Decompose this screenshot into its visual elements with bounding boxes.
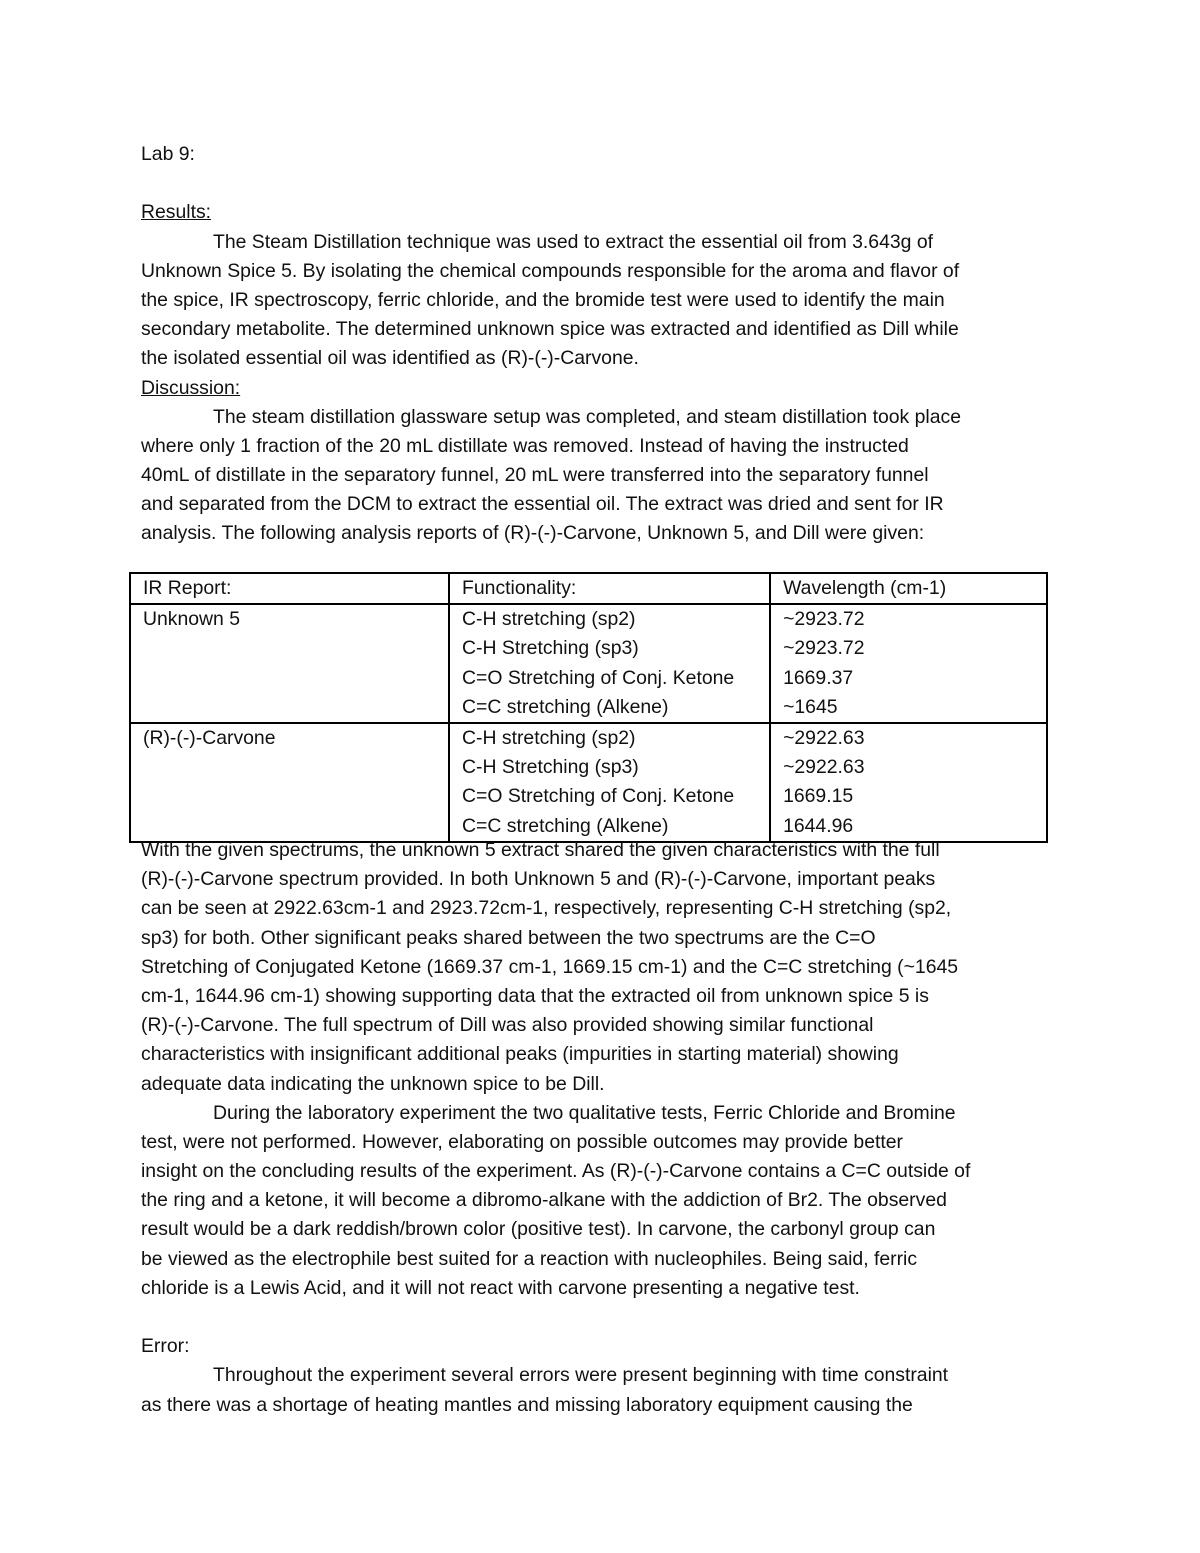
sample-name: Unknown 5 [130,604,449,723]
paragraph-line: (R)-(-)-Carvone spectrum provided. In both Unknown 5 and (R)-(-)-Carvone, important peaks [141,868,936,891]
paragraph-line: insight on the concluding results of the experiment. As (R)-(-)-Carvone contains a C=C outside of [141,1160,971,1183]
paragraph-line: 40mL of distillate in the separatory funnel, 20 mL were transferred into the separatory funnel [141,464,929,487]
ir-report-table [129,572,1048,843]
results-heading: Results: [141,201,212,224]
header-wavelength: Wavelength (cm-1) [770,573,1047,604]
document-top [141,140,1061,549]
paragraph-line: The steam distillation glassware setup was completed, and steam distillation took place [213,405,961,428]
header-functionality: Functionality: [449,573,770,604]
paragraph-line: as there was a shortage of heating mantles and missing laboratory equipment causing the [141,1393,913,1416]
document-title: Lab 9: [141,143,195,165]
paragraph-line: the spice, IR spectroscopy, ferric chloride, and the bromide test were used to identify the main [141,288,945,311]
paragraph-line: test, were not performed. However, elaborating on possible outcomes may provide better [141,1130,904,1153]
paragraph-line: Throughout the experiment several errors were present beginning with time constraint [213,1364,949,1387]
discussion-heading: Discussion: [141,376,241,399]
sample-name: (R)-(-)-Carvone [130,723,449,842]
paragraph-line: the isolated essential oil was identified as (R)-(-)-Carvone. [141,347,639,370]
paragraph-line: adequate data indicating the unknown spice to be Dill. [141,1072,605,1095]
paragraph-line: characteristics with insignificant additional peaks (impurities in starting material) showing [141,1043,899,1066]
paragraph-line: where only 1 fraction of the 20 mL distillate was removed. Instead of having the instructed [141,434,909,457]
paragraph-line: sp3) for both. Other significant peaks shared between the two spectrums are the C=O [141,926,876,949]
table-header-row [130,573,1047,604]
paragraph-line: During the laboratory experiment the two qualitative tests, Ferric Chloride and Bromine [213,1101,956,1124]
paragraph-line: The Steam Distillation technique was used to extract the essential oil from 3.643g of [213,230,933,253]
header-ir-report: IR Report: [130,573,449,604]
paragraph-line: With the given spectrums, the unknown 5 extract shared the given characteristics with the full [141,839,940,861]
paragraph-line: result would be a dark reddish/brown color (positive test). In carvone, the carbonyl group can [141,1218,936,1241]
paragraph-line: Stretching of Conjugated Ketone (1669.37 cm-1, 1669.15 cm-1) and the C=C stretching (~1645 [141,955,959,978]
table-row-carvone [130,723,1047,842]
paragraph-line: can be seen at 2922.63cm-1 and 2923.72cm-1, respectively, representing C-H stretching (sp2, [141,897,952,920]
functionality-cell: C-H stretching (sp2) C-H Stretching (sp3) C=O Stretching of Conj. Ketone C=C stretching (Alkene) [449,604,770,723]
paragraph-line: Unknown Spice 5. By isolating the chemical compounds responsible for the aroma and flavor of [141,259,960,282]
paragraph-line: the ring and a ketone, it will become a dibromo-alkane with the addiction of Br2. The observed [141,1189,947,1212]
paragraph-line: analysis. The following analysis reports of (R)-(-)-Carvone, Unknown 5, and Dill were given: [141,522,925,545]
functionality-cell: C-H stretching (sp2) C-H Stretching (sp3) C=O Stretching of Conj. Ketone C=C stretching (Alkene) [449,723,770,842]
paragraph-line: cm-1, 1644.96 cm-1) showing supporting data that the extracted oil from unknown spice 5 is [141,984,929,1007]
wavelength-cell: ~2923.72 ~2923.72 1669.37 ~1645 [770,604,1047,723]
paragraph-line: and separated from the DCM to extract the essential oil. The extract was dried and sent for IR [141,493,944,516]
error-heading: Error: [141,1335,190,1358]
paragraph-line: chloride is a Lewis Acid, and it will not react with carvone presenting a negative test. [141,1276,860,1299]
table-row-unknown-5 [130,604,1047,723]
paragraph-line: be viewed as the electrophile best suited for a reaction with nucleophiles. Being said, ferric [141,1247,918,1270]
paragraph-line: secondary metabolite. The determined unknown spice was extracted and identified as Dill while [141,318,959,341]
paragraph-line: (R)-(-)-Carvone. The full spectrum of Dill was also provided showing similar functional [141,1014,874,1037]
document-bottom [141,836,1061,1420]
wavelength-cell: ~2922.63 ~2922.63 1669.15 1644.96 [770,723,1047,842]
